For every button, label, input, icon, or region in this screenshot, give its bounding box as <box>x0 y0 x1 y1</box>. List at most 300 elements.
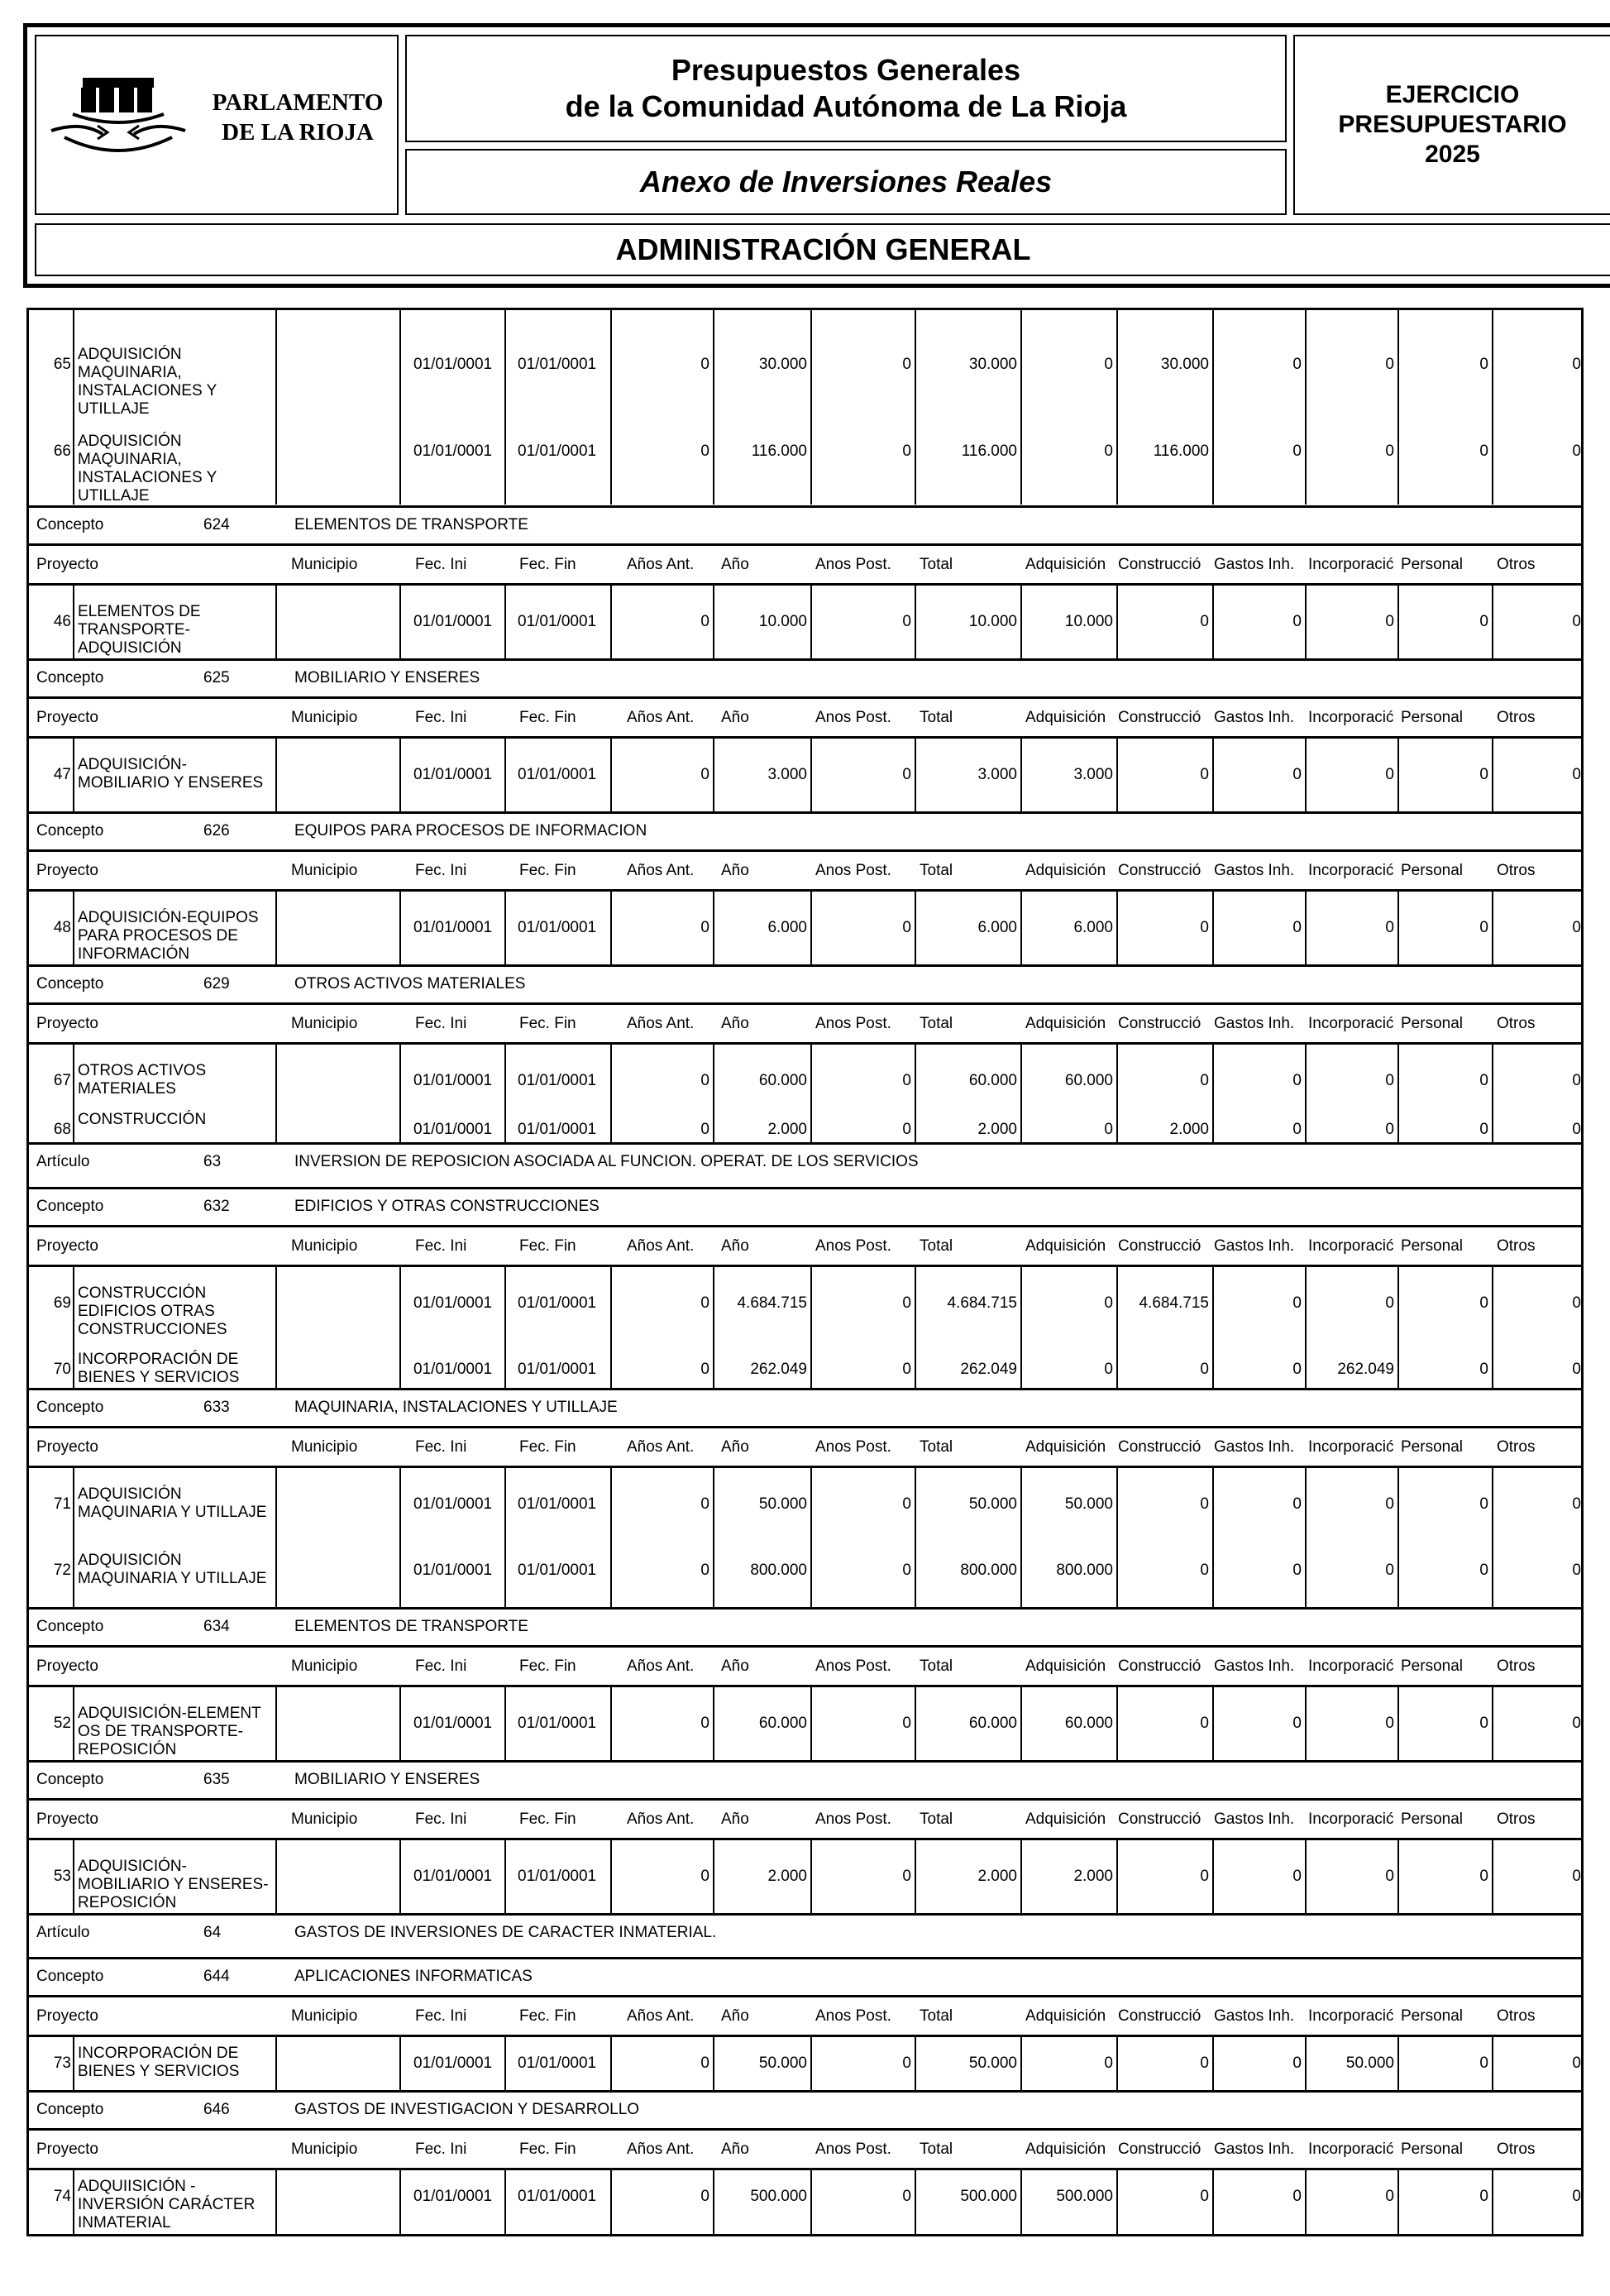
concepto-code: 624 <box>203 516 230 533</box>
column-divider <box>73 1686 74 1760</box>
item-inc: 262.049 <box>1337 1361 1394 1378</box>
item-fec-ini: 01/01/0001 <box>413 1715 493 1732</box>
colhead-proyecto: Proyecto <box>36 1657 98 1675</box>
column-divider <box>399 2035 401 2090</box>
colhead-anos-ant: Años Ant. <box>627 1657 695 1675</box>
colhead-incorporacion: Incorporacić <box>1308 1237 1394 1255</box>
item-gi: 0 <box>1292 1121 1302 1138</box>
column-divider <box>810 308 812 505</box>
subtitle: Anexo de Inversiones Reales <box>639 165 1053 199</box>
item-aa: 0 <box>700 1121 709 1138</box>
item-fec-fin: 01/01/0001 <box>518 1121 597 1138</box>
colhead-fec-fin: Fec. Fin <box>519 2141 576 2158</box>
item-aa: 0 <box>700 613 709 630</box>
item-tot: 2.000 <box>977 1868 1017 1885</box>
concepto-label: Concepto <box>36 1399 104 1416</box>
colhead-anos-ant: Años Ant. <box>627 1438 695 1456</box>
concepto-code: 635 <box>203 1771 230 1788</box>
item-tot: 3.000 <box>977 766 1017 783</box>
item-fec-fin: 01/01/0001 <box>518 1072 597 1089</box>
item-fec-fin: 01/01/0001 <box>518 766 597 783</box>
concepto-code: 626 <box>203 822 230 839</box>
item-inc: 0 <box>1385 1121 1394 1138</box>
colhead-municipio: Municipio <box>291 2007 358 2025</box>
colhead-ano: Año <box>721 862 749 879</box>
concepto-label: Concepto <box>36 2101 104 2118</box>
item-per: 0 <box>1479 1294 1488 1312</box>
item-fec-ini: 01/01/0001 <box>413 1495 493 1513</box>
column-divider <box>504 737 506 811</box>
colhead-municipio: Municipio <box>291 1015 358 1032</box>
colhead-otros: Otros <box>1497 556 1536 573</box>
colhead-adquisicion: Adquisición <box>1025 1015 1106 1032</box>
item-inc: 0 <box>1385 1868 1394 1885</box>
row-divider <box>26 2035 1584 2037</box>
concepto-label: Concepto <box>36 1198 104 1215</box>
item-description: INCORPORACIÓN DE BIENES Y SERVICIOS <box>78 2045 240 2080</box>
colhead-proyecto: Proyecto <box>36 1810 98 1828</box>
colhead-construccion: Construcció <box>1118 556 1202 573</box>
parliament-logo-icon <box>48 73 189 164</box>
colhead-construccion: Construcció <box>1118 2007 1202 2025</box>
item-ap: 0 <box>902 2188 911 2205</box>
item-number: 48 <box>53 919 71 936</box>
item-gi: 0 <box>1292 1361 1302 1378</box>
item-number: 46 <box>53 613 71 630</box>
item-description: ADQUISICIÓN MAQUINARIA Y UTILLAJE <box>78 1552 267 1587</box>
item-aa: 0 <box>700 1715 709 1732</box>
item-adq: 0 <box>1104 442 1113 460</box>
column-divider <box>504 1686 506 1760</box>
item-number: 74 <box>53 2188 71 2205</box>
item-number: 73 <box>53 2054 71 2072</box>
item-aa: 0 <box>700 1868 709 1885</box>
colhead-municipio: Municipio <box>291 709 358 726</box>
item-description: ADQUISICIÓN-ELEMENT OS DE TRANSPORTE-REPOSICIÓN <box>78 1705 261 1758</box>
item-fec-ini: 01/01/0001 <box>413 766 493 783</box>
colhead-fec-fin: Fec. Fin <box>519 1657 576 1675</box>
item-tot: 30.000 <box>968 356 1017 373</box>
colhead-anos-post: Anos Post. <box>815 1015 891 1032</box>
item-aa: 0 <box>700 1495 709 1513</box>
item-ano: 500.000 <box>750 2188 807 2205</box>
item-ap: 0 <box>902 1121 911 1138</box>
item-con: 2.000 <box>1169 1121 1209 1138</box>
colhead-ano: Año <box>721 2007 749 2025</box>
concepto-name: APLICACIONES INFORMATICAS <box>294 1968 533 1985</box>
colhead-anos-post: Anos Post. <box>815 1237 891 1255</box>
item-otr: 0 <box>1572 442 1581 460</box>
colhead-incorporacion: Incorporacić <box>1308 2007 1394 2025</box>
colhead-ano: Año <box>721 556 749 573</box>
colhead-proyecto: Proyecto <box>36 1438 98 1456</box>
item-number: 66 <box>53 442 71 460</box>
column-divider <box>399 1839 401 1913</box>
item-ap: 0 <box>902 356 911 373</box>
item-otr: 0 <box>1572 2054 1581 2072</box>
item-ap: 0 <box>902 442 911 460</box>
colhead-anos-post: Anos Post. <box>815 1438 891 1456</box>
colhead-otros: Otros <box>1497 709 1536 726</box>
item-adq: 10.000 <box>1064 613 1113 630</box>
row-divider <box>26 308 1584 310</box>
concepto-name: ELEMENTOS DE TRANSPORTE <box>294 1618 528 1635</box>
item-ano: 10.000 <box>758 613 807 630</box>
item-adq: 0 <box>1104 1361 1113 1378</box>
item-aa: 0 <box>700 1562 709 1579</box>
colhead-anos-post: Anos Post. <box>815 2141 891 2158</box>
concepto-code: 644 <box>203 1968 230 1985</box>
row-divider <box>26 811 1584 814</box>
colhead-fec-ini: Fec. Ini <box>415 2007 467 2025</box>
column-divider <box>713 1466 714 1607</box>
colhead-municipio: Municipio <box>291 1237 358 1255</box>
item-gi: 0 <box>1292 2188 1302 2205</box>
item-description: OTROS ACTIVOS MATERIALES <box>78 1062 207 1098</box>
column-divider <box>73 308 74 505</box>
item-gi: 0 <box>1292 1562 1302 1579</box>
colhead-adquisicion: Adquisición <box>1025 1438 1106 1456</box>
column-divider <box>915 308 916 505</box>
item-ano: 3.000 <box>767 766 807 783</box>
section-box <box>35 223 1610 276</box>
item-number: 72 <box>53 1562 71 1579</box>
colhead-fec-fin: Fec. Fin <box>519 2007 576 2025</box>
item-aa: 0 <box>700 1072 709 1089</box>
concepto-label: Concepto <box>36 669 104 686</box>
column-divider <box>399 584 401 658</box>
column-divider <box>610 1466 612 1607</box>
column-divider <box>504 2169 506 2236</box>
item-con: 0 <box>1200 1715 1209 1732</box>
row-divider <box>26 658 1584 661</box>
item-inc: 0 <box>1385 1715 1394 1732</box>
row-divider <box>26 1426 1584 1428</box>
item-per: 0 <box>1479 1072 1488 1089</box>
column-divider <box>73 1839 74 1913</box>
title-line1: Presupuestos Generales <box>671 53 1021 87</box>
item-otr: 0 <box>1572 1868 1581 1885</box>
concepto-name: MAQUINARIA, INSTALACIONES Y UTILLAJE <box>294 1399 618 1416</box>
colhead-total: Total <box>920 2007 953 2025</box>
item-ano: 60.000 <box>758 1072 807 1089</box>
column-divider <box>1305 308 1307 505</box>
colhead-total: Total <box>920 1657 953 1675</box>
colhead-otros: Otros <box>1497 1015 1536 1032</box>
colhead-personal: Personal <box>1401 1015 1463 1032</box>
concepto-label: Artículo <box>36 1924 90 1941</box>
colhead-proyecto: Proyecto <box>36 556 98 573</box>
colhead-gastos-inh: Gastos Inh. <box>1214 556 1295 573</box>
item-description: ADQUISICIÓN MAQUINARIA, INSTALACIONES Y UTILLAJE <box>78 346 217 418</box>
colhead-fec-ini: Fec. Ini <box>415 1237 467 1255</box>
row-divider <box>26 1142 1584 1145</box>
item-aa: 0 <box>700 1294 709 1312</box>
item-ano: 2.000 <box>767 1121 807 1138</box>
logo-text <box>198 88 397 147</box>
logo-line2: DE LA RIOJA <box>222 119 374 146</box>
item-number: 68 <box>53 1121 71 1138</box>
item-fec-fin: 01/01/0001 <box>518 613 597 630</box>
item-inc: 0 <box>1385 442 1394 460</box>
colhead-anos-post: Anos Post. <box>815 556 891 573</box>
item-gi: 0 <box>1292 2054 1302 2072</box>
colhead-proyecto: Proyecto <box>36 709 98 726</box>
item-ano: 116.000 <box>751 442 807 460</box>
item-otr: 0 <box>1572 1495 1581 1513</box>
item-fec-ini: 01/01/0001 <box>413 1121 493 1138</box>
item-con: 0 <box>1200 2054 1209 2072</box>
row-divider <box>26 1913 1584 1916</box>
concepto-label: Concepto <box>36 975 104 993</box>
concepto-name: INVERSION DE REPOSICION ASOCIADA AL FUNCION. OPERAT. DE LOS SERVICIOS <box>294 1153 919 1170</box>
item-gi: 0 <box>1292 919 1302 936</box>
item-gi: 0 <box>1292 1072 1302 1089</box>
colhead-gastos-inh: Gastos Inh. <box>1214 862 1295 879</box>
item-tot: 6.000 <box>977 919 1017 936</box>
subtitle-box <box>405 149 1287 215</box>
column-divider <box>504 1466 506 1607</box>
colhead-total: Total <box>920 862 953 879</box>
item-per: 0 <box>1479 613 1488 630</box>
item-per: 0 <box>1479 1562 1488 1579</box>
item-tot: 116.000 <box>961 442 1017 460</box>
item-inc: 0 <box>1385 613 1394 630</box>
item-fec-fin: 01/01/0001 <box>518 356 597 373</box>
item-adq: 0 <box>1104 1121 1113 1138</box>
ejercicio-line2: PRESUPUESTARIO <box>1338 111 1567 138</box>
item-description: ADQUISICIÓN- MOBILIARIO Y ENSERES-REPOSICIÓN <box>78 1858 269 1911</box>
colhead-personal: Personal <box>1401 1237 1463 1255</box>
colhead-anos-post: Anos Post. <box>815 1810 891 1828</box>
column-divider <box>1212 308 1214 505</box>
section-title: ADMINISTRACIÓN GENERAL <box>615 232 1031 266</box>
colhead-ano: Año <box>721 1657 749 1675</box>
item-otr: 0 <box>1572 1562 1581 1579</box>
item-ano: 262.049 <box>750 1361 807 1378</box>
row-divider <box>26 583 1584 586</box>
colhead-total: Total <box>920 556 953 573</box>
item-con: 0 <box>1200 766 1209 783</box>
item-ano: 800.000 <box>750 1562 807 1579</box>
item-aa: 0 <box>700 1361 709 1378</box>
column-divider <box>73 737 74 811</box>
column-divider <box>399 1043 401 1142</box>
column-divider <box>1020 308 1022 505</box>
row-divider <box>26 1042 1584 1045</box>
colhead-total: Total <box>920 1015 953 1032</box>
row-divider <box>26 1225 1584 1227</box>
item-ap: 0 <box>902 1495 911 1513</box>
colhead-ano: Año <box>721 1015 749 1032</box>
concepto-label: Concepto <box>36 1618 104 1635</box>
column-divider <box>1116 308 1118 505</box>
column-divider <box>399 1466 401 1607</box>
concepto-name: MOBILIARIO Y ENSERES <box>294 669 480 686</box>
colhead-ano: Año <box>721 1237 749 1255</box>
colhead-construccion: Construcció <box>1118 1015 1202 1032</box>
item-gi: 0 <box>1292 766 1302 783</box>
colhead-proyecto: Proyecto <box>36 862 98 879</box>
colhead-total: Total <box>920 1438 953 1456</box>
item-gi: 0 <box>1292 613 1302 630</box>
item-con: 0 <box>1200 2188 1209 2205</box>
colhead-municipio: Municipio <box>291 862 358 879</box>
row-divider <box>26 1838 1584 1840</box>
item-ap: 0 <box>902 1361 911 1378</box>
row-divider <box>26 1645 1584 1648</box>
colhead-incorporacion: Incorporacić <box>1308 556 1394 573</box>
item-inc: 0 <box>1385 1562 1394 1579</box>
column-divider <box>915 1466 916 1607</box>
concepto-label: Artículo <box>36 1153 90 1170</box>
colhead-adquisicion: Adquisición <box>1025 1237 1106 1255</box>
colhead-proyecto: Proyecto <box>36 2141 98 2158</box>
colhead-municipio: Municipio <box>291 2141 358 2158</box>
item-description: ADQUIISICIÓN -INVERSIÓN CARÁCTER INMATERIAL <box>78 2178 256 2231</box>
item-aa: 0 <box>700 766 709 783</box>
item-per: 0 <box>1479 919 1488 936</box>
colhead-personal: Personal <box>1401 1438 1463 1456</box>
item-tot: 50.000 <box>968 1495 1017 1513</box>
colhead-incorporacion: Incorporacić <box>1308 862 1394 879</box>
colhead-construccion: Construcció <box>1118 709 1202 726</box>
item-otr: 0 <box>1572 1072 1581 1089</box>
ejercicio-line3: 2025 <box>1425 141 1480 168</box>
item-fec-ini: 01/01/0001 <box>413 2188 493 2205</box>
item-number: 65 <box>53 356 71 373</box>
item-per: 0 <box>1479 356 1488 373</box>
row-divider <box>26 1265 1584 1267</box>
item-per: 0 <box>1479 1121 1488 1138</box>
colhead-fec-fin: Fec. Fin <box>519 709 576 726</box>
colhead-fec-ini: Fec. Ini <box>415 1810 467 1828</box>
colhead-anos-ant: Años Ant. <box>627 1015 695 1032</box>
colhead-construccion: Construcció <box>1118 1438 1202 1456</box>
concepto-name: GASTOS DE INVERSIONES DE CARACTER INMATERIAL. <box>294 1924 717 1941</box>
colhead-incorporacion: Incorporacić <box>1308 2141 1394 2158</box>
column-divider <box>1492 308 1493 505</box>
item-fec-fin: 01/01/0001 <box>518 1361 597 1378</box>
item-ano: 2.000 <box>767 1868 807 1885</box>
concepto-code: 629 <box>203 975 230 993</box>
colhead-anos-ant: Años Ant. <box>627 862 695 879</box>
column-divider <box>504 1839 506 1913</box>
concepto-code: 63 <box>203 1153 222 1170</box>
item-ano: 50.000 <box>758 2054 807 2072</box>
colhead-gastos-inh: Gastos Inh. <box>1214 2141 1295 2158</box>
row-divider <box>26 1798 1584 1801</box>
colhead-anos-post: Anos Post. <box>815 2007 891 2025</box>
colhead-construccion: Construcció <box>1118 1237 1202 1255</box>
colhead-fec-ini: Fec. Ini <box>415 556 467 573</box>
item-otr: 0 <box>1572 356 1581 373</box>
item-ano: 30.000 <box>758 356 807 373</box>
colhead-anos-post: Anos Post. <box>815 709 891 726</box>
item-ano: 50.000 <box>758 1495 807 1513</box>
colhead-otros: Otros <box>1497 1810 1536 1828</box>
colhead-construccion: Construcció <box>1118 1657 1202 1675</box>
colhead-proyecto: Proyecto <box>36 2007 98 2025</box>
colhead-municipio: Municipio <box>291 1438 358 1456</box>
column-divider <box>399 1686 401 1760</box>
colhead-gastos-inh: Gastos Inh. <box>1214 1438 1295 1456</box>
colhead-municipio: Municipio <box>291 1657 358 1675</box>
item-inc: 0 <box>1385 1072 1394 1089</box>
item-per: 0 <box>1479 1361 1488 1378</box>
column-divider <box>1212 1466 1214 1607</box>
item-adq: 0 <box>1104 2054 1113 2072</box>
item-aa: 0 <box>700 2188 709 2205</box>
item-ap: 0 <box>902 1294 911 1312</box>
column-divider <box>1397 308 1399 505</box>
concepto-code: 632 <box>203 1198 230 1215</box>
item-number: 71 <box>53 1495 71 1513</box>
row-divider <box>26 2090 1584 2093</box>
item-gi: 0 <box>1292 1715 1302 1732</box>
item-otr: 0 <box>1572 919 1581 936</box>
item-fec-ini: 01/01/0001 <box>413 1294 493 1312</box>
item-number: 70 <box>53 1361 71 1378</box>
column-divider <box>1397 1466 1399 1607</box>
column-divider <box>1492 1466 1493 1607</box>
column-divider <box>504 890 506 964</box>
colhead-fec-fin: Fec. Fin <box>519 1015 576 1032</box>
colhead-ano: Año <box>721 1438 749 1456</box>
concepto-name: OTROS ACTIVOS MATERIALES <box>294 975 526 993</box>
item-gi: 0 <box>1292 1495 1302 1513</box>
concepto-name: MOBILIARIO Y ENSERES <box>294 1771 480 1788</box>
colhead-construccion: Construcció <box>1118 2141 1202 2158</box>
item-gi: 0 <box>1292 442 1302 460</box>
item-adq: 60.000 <box>1064 1715 1113 1732</box>
concepto-name: GASTOS DE INVESTIGACION Y DESARROLLO <box>294 2101 640 2118</box>
item-ano: 4.684.715 <box>737 1294 807 1312</box>
item-ap: 0 <box>902 613 911 630</box>
colhead-construccion: Construcció <box>1118 1810 1202 1828</box>
item-otr: 0 <box>1572 1715 1581 1732</box>
row-divider <box>26 1995 1584 1997</box>
column-divider <box>73 2169 74 2236</box>
item-description: ADQUISICIÓN- MOBILIARIO Y ENSERES <box>78 756 264 792</box>
column-divider <box>504 2035 506 2090</box>
colhead-anos-ant: Años Ant. <box>627 2141 695 2158</box>
column-divider <box>1116 1466 1118 1607</box>
item-number: 69 <box>53 1294 71 1312</box>
item-fec-fin: 01/01/0001 <box>518 1495 597 1513</box>
item-otr: 0 <box>1572 1361 1581 1378</box>
column-divider <box>73 584 74 658</box>
item-gi: 0 <box>1292 356 1302 373</box>
item-tot: 800.000 <box>960 1562 1017 1579</box>
item-fec-fin: 01/01/0001 <box>518 1294 597 1312</box>
item-fec-fin: 01/01/0001 <box>518 919 597 936</box>
colhead-total: Total <box>920 2141 953 2158</box>
item-ap: 0 <box>902 1562 911 1579</box>
item-con: 0 <box>1200 1562 1209 1579</box>
column-divider <box>73 890 74 964</box>
column-divider <box>1020 1466 1022 1607</box>
colhead-gastos-inh: Gastos Inh. <box>1214 2007 1295 2025</box>
concepto-label: Concepto <box>36 822 104 839</box>
colhead-gastos-inh: Gastos Inh. <box>1214 1810 1295 1828</box>
ejercicio-line1: EJERCICIO <box>1385 81 1520 108</box>
item-aa: 0 <box>700 442 709 460</box>
item-tot: 10.000 <box>968 613 1017 630</box>
row-divider <box>26 696 1584 699</box>
item-adq: 6.000 <box>1073 919 1113 936</box>
colhead-personal: Personal <box>1401 862 1463 879</box>
